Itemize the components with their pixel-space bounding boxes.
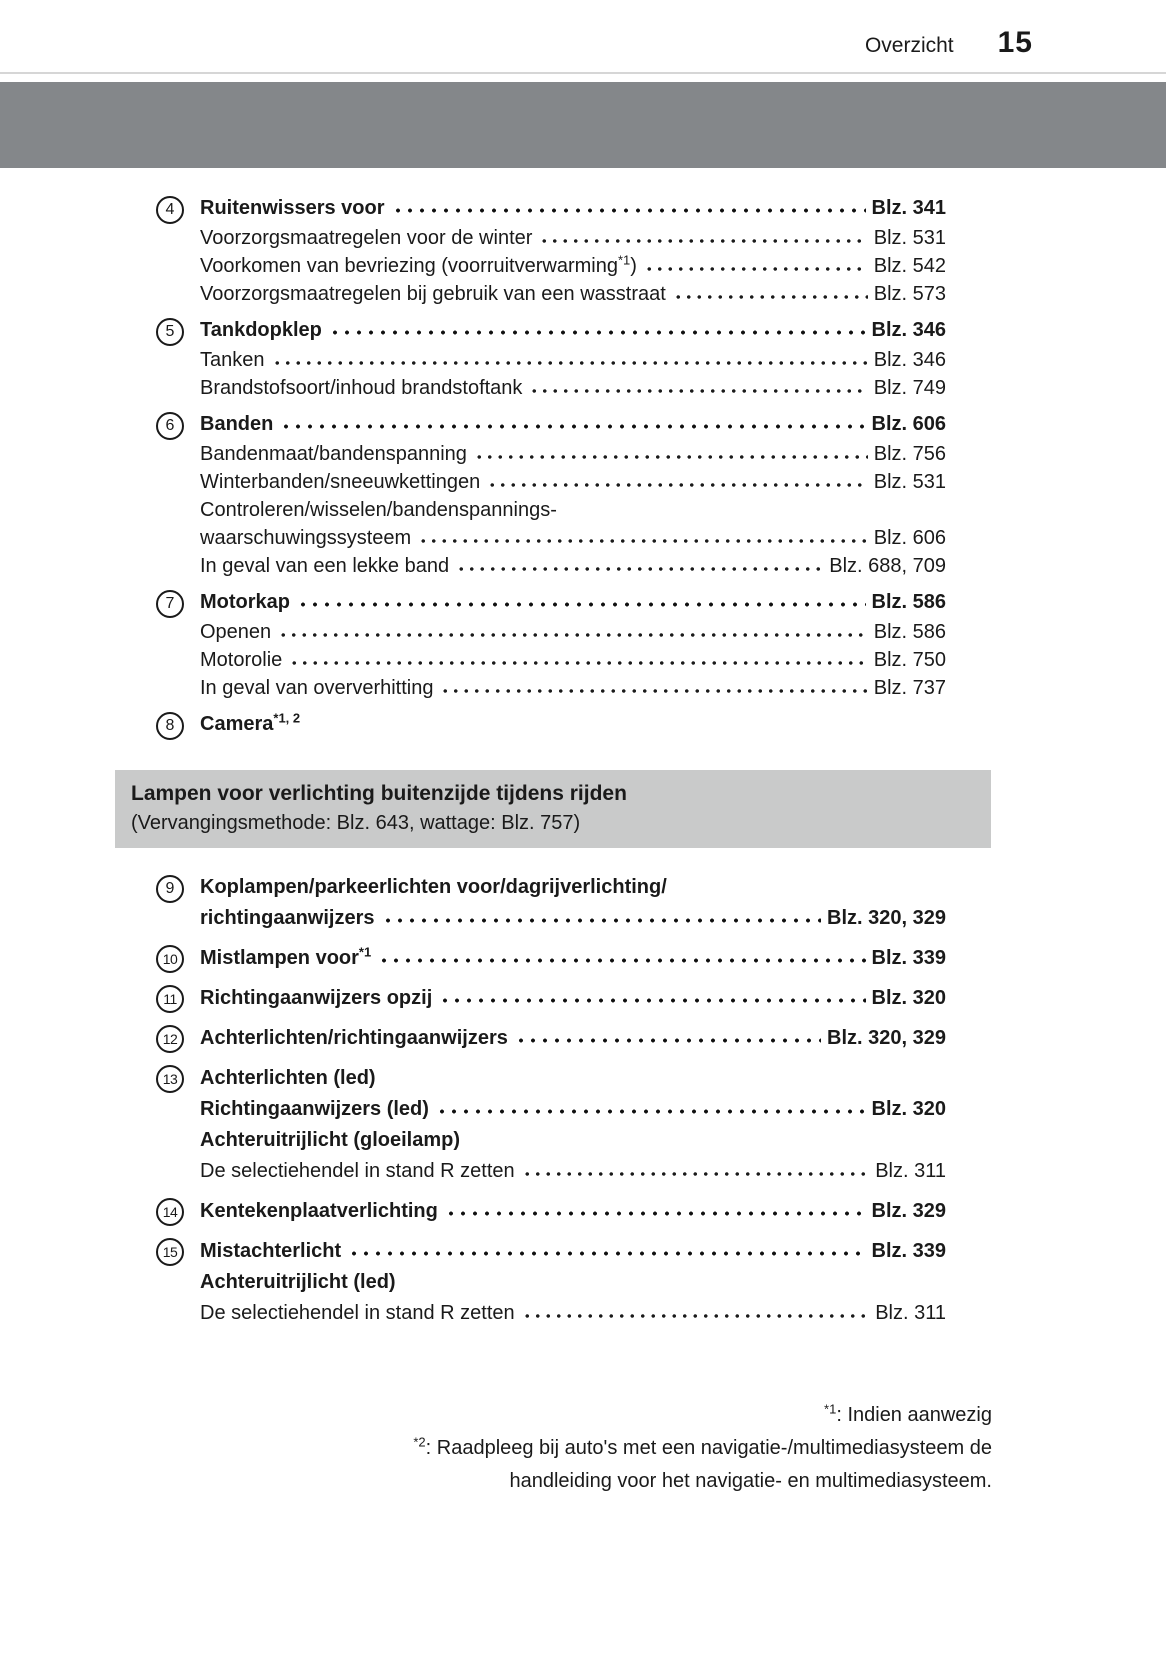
- page-reference: Blz. 311: [875, 1302, 946, 1324]
- entry-body: [200, 440, 946, 468]
- dot-leader: [280, 423, 865, 430]
- entry-body: [200, 374, 946, 402]
- dot-leader: [439, 997, 865, 1004]
- entry-body: [200, 346, 946, 374]
- circled-number: 5: [156, 318, 184, 346]
- item-number: [156, 710, 200, 740]
- dot-leader: [329, 329, 866, 336]
- entry-title: Tankdopklep: [200, 319, 322, 341]
- circled-number: 6: [156, 412, 184, 440]
- dot-leader: [348, 1250, 865, 1257]
- toc-row: [156, 524, 946, 552]
- entry-body: [200, 903, 946, 934]
- page-reference: Blz. 329: [871, 1200, 946, 1222]
- entry-title: Achteruitrijlicht (gloeilamp): [200, 1129, 461, 1151]
- section-header-box: [115, 770, 991, 848]
- toc-row: [156, 943, 946, 974]
- toc-row: [156, 194, 946, 224]
- item-number: [156, 1196, 200, 1227]
- entry-title: De selectiehendel in stand R zetten: [200, 1160, 515, 1182]
- item-number: [156, 943, 200, 974]
- item-number: [156, 588, 200, 618]
- footnote-marker: *1: [358, 944, 372, 960]
- toc-row: [156, 1267, 946, 1298]
- page-reference: Blz. 320: [871, 987, 946, 1009]
- entry-body: [200, 646, 946, 674]
- dot-leader: [297, 601, 866, 608]
- entry-title: waarschuwingssysteem: [200, 527, 412, 549]
- entry-body: [200, 524, 946, 552]
- dot-leader: [278, 632, 868, 638]
- toc-row: [156, 903, 946, 934]
- toc-list-top: [156, 194, 946, 740]
- entry-body: [200, 710, 946, 738]
- entry-title: richtingaanwijzers: [200, 907, 375, 929]
- entry-title: Openen: [200, 621, 272, 643]
- toc-row: [156, 674, 946, 702]
- entry-body: [200, 943, 946, 974]
- dot-leader: [522, 1171, 870, 1177]
- page-reference: Blz. 346: [873, 349, 946, 371]
- entry-body: [200, 872, 946, 903]
- entry-title: Ruitenwissers voor: [200, 197, 385, 219]
- circled-number: 8: [156, 712, 184, 740]
- entry-body: [200, 1196, 946, 1227]
- toc-row: [156, 1063, 946, 1094]
- header-page-number: 15: [997, 26, 1033, 59]
- circled-number: 10: [156, 945, 184, 973]
- entry-title: Camera$^{*1, 2}$: [200, 710, 301, 735]
- entry-body: [200, 1267, 946, 1298]
- dot-leader: [456, 566, 823, 572]
- dot-leader: [644, 266, 868, 272]
- toc-row: [156, 646, 946, 674]
- entry-title: Motorkap: [200, 591, 290, 613]
- entry-title: Winterbanden/sneeuwkettingen: [200, 471, 481, 493]
- item-number: [156, 410, 200, 440]
- toc-row: [156, 280, 946, 308]
- dot-leader: [382, 917, 822, 924]
- page-reference: Blz. 586: [873, 621, 946, 643]
- entry-title: Motorolie: [200, 649, 283, 671]
- toc-row: [156, 1023, 946, 1054]
- footnotes: [0, 1399, 998, 1498]
- toc-row: [156, 468, 946, 496]
- page-reference: Blz. 341: [871, 197, 946, 219]
- item-number: [156, 316, 200, 346]
- footnote-text: : Indien aanwezig: [836, 1404, 992, 1426]
- circled-number: 12: [156, 1025, 184, 1053]
- page-reference: Blz. 750: [873, 649, 946, 671]
- item-number: [156, 1023, 200, 1054]
- dot-leader: [474, 454, 868, 460]
- entry-title: Koplampen/parkeerlichten voor/dagrijverlichting/: [200, 876, 667, 898]
- entry-body: [200, 618, 946, 646]
- item-number: [156, 1063, 200, 1094]
- entry-title: Richtingaanwijzers opzij: [200, 987, 433, 1009]
- dot-leader: [515, 1037, 821, 1044]
- header-section-title: Overzicht: [864, 34, 954, 57]
- page-reference: Blz. 756: [873, 443, 946, 465]
- toc-row: [156, 252, 946, 280]
- entry-body: [200, 1023, 946, 1054]
- dot-leader: [392, 207, 866, 214]
- toc-row: [156, 983, 946, 1014]
- entry-body: [200, 468, 946, 496]
- toc-row: [156, 224, 946, 252]
- entry-title: Achterlichten/richtingaanwijzers: [200, 1027, 508, 1049]
- dot-leader: [522, 1313, 870, 1319]
- entry-body: [200, 224, 946, 252]
- page-reference: Blz. 346: [871, 319, 946, 341]
- page-reference: Blz. 531: [873, 471, 946, 493]
- entry-body: [200, 1236, 946, 1267]
- toc-row: [156, 1094, 946, 1125]
- chapter-banner: [0, 82, 1166, 168]
- toc-row: [156, 588, 946, 618]
- entry-title: In geval van een lekke band: [200, 555, 450, 577]
- dot-leader: [272, 360, 868, 366]
- page-reference: Blz. 320, 329: [827, 1027, 946, 1049]
- entry-title: Mistlampen voor$^{*1}$: [200, 944, 372, 969]
- entry-title: Voorkomen van bevriezing (voorruitverwarming$^{*1}$): [200, 252, 637, 277]
- footnote-text: : Raadpleeg bij auto's met een navigatie-/multimediasysteem de handleiding voor het navigatie- en multimediasysteem.: [425, 1437, 998, 1492]
- entry-title: In geval van oververhitting: [200, 677, 434, 699]
- entry-title: Banden: [200, 413, 274, 435]
- footnote-marker: *1: [824, 1401, 837, 1417]
- circled-number: 7: [156, 590, 184, 618]
- item-number: [156, 1236, 200, 1267]
- page-header: [0, 0, 1166, 72]
- footnote: [332, 1399, 992, 1432]
- entry-body: [200, 316, 946, 344]
- dot-leader: [418, 538, 868, 544]
- section-box-subtitle: (Vervangingsmethode: Blz. 643, wattage: Blz. 757): [131, 812, 581, 834]
- toc-row: [156, 1125, 946, 1156]
- entry-body: [200, 983, 946, 1014]
- entry-body: [200, 1063, 946, 1094]
- toc-row: [156, 1298, 946, 1329]
- dot-leader: [487, 482, 868, 488]
- entry-title: Kentekenplaatverlichting: [200, 1200, 438, 1222]
- dot-leader: [539, 238, 867, 244]
- dot-leader: [289, 660, 867, 666]
- toc-row: [156, 410, 946, 440]
- entry-title: Achteruitrijlicht (led): [200, 1271, 396, 1293]
- entry-body: [200, 588, 946, 616]
- entry-title: Controleren/wisselen/bandenspannings-: [200, 499, 557, 521]
- entry-body: [200, 1298, 946, 1329]
- dot-leader: [445, 1210, 866, 1217]
- entry-title: Brandstofsoort/inhoud brandstoftank: [200, 377, 523, 399]
- page-reference: Blz. 531: [873, 227, 946, 249]
- page-reference: Blz. 542: [873, 255, 946, 277]
- page-reference: Blz. 586: [871, 591, 946, 613]
- toc-row: [156, 496, 946, 524]
- page-reference: Blz. 606: [873, 527, 946, 549]
- toc-row: [156, 1156, 946, 1187]
- footnote-marker: *1, 2: [273, 710, 301, 726]
- entry-title: Richtingaanwijzers (led): [200, 1098, 429, 1120]
- section-box-title: Lampen voor verlichting buitenzijde tijdens rijden: [131, 782, 627, 805]
- toc-row: [156, 440, 946, 468]
- footnote: [332, 1432, 998, 1498]
- circled-number: 4: [156, 196, 184, 224]
- toc-row: [156, 1236, 946, 1267]
- circled-number: 9: [156, 875, 184, 903]
- entry-title: Bandenmaat/bandenspanning: [200, 443, 467, 465]
- entry-body: [200, 674, 946, 702]
- entry-title: Mistachterlicht: [200, 1240, 342, 1262]
- entry-title: Achterlichten (led): [200, 1067, 376, 1089]
- page-reference: Blz. 737: [873, 677, 946, 699]
- toc-row: [156, 316, 946, 346]
- dot-leader: [436, 1108, 866, 1115]
- entry-body: [200, 1094, 946, 1125]
- toc-row: [156, 872, 946, 903]
- entry-title: Voorzorgsmaatregelen bij gebruik van een wasstraat: [200, 283, 666, 305]
- entry-body: [200, 496, 946, 524]
- dot-leader: [440, 688, 867, 694]
- entry-body: [200, 280, 946, 308]
- toc-row: [156, 374, 946, 402]
- page-reference: Blz. 573: [873, 283, 946, 305]
- header-divider: [0, 72, 1166, 74]
- entry-body: [200, 194, 946, 222]
- circled-number: 15: [156, 1238, 184, 1266]
- toc-row: [156, 346, 946, 374]
- circled-number: 11: [156, 985, 184, 1013]
- entry-title: De selectiehendel in stand R zetten: [200, 1302, 515, 1324]
- dot-leader: [529, 388, 867, 394]
- item-number: [156, 983, 200, 1014]
- page-reference: Blz. 311: [875, 1160, 946, 1182]
- page-reference: Blz. 606: [871, 413, 946, 435]
- circled-number: 14: [156, 1198, 184, 1226]
- table-of-contents: [0, 194, 1166, 1329]
- item-number: [156, 872, 200, 903]
- dot-leader: [673, 294, 868, 300]
- entry-body: [200, 252, 946, 280]
- entry-body: [200, 1156, 946, 1187]
- toc-row: [156, 1196, 946, 1227]
- page-reference: Blz. 320, 329: [827, 907, 946, 929]
- footnote-marker: *1: [617, 252, 631, 268]
- page-reference: Blz. 320: [871, 1098, 946, 1120]
- page-reference: Blz. 688, 709: [829, 555, 946, 577]
- entry-title: Voorzorgsmaatregelen voor de winter: [200, 227, 533, 249]
- toc-row: [156, 710, 946, 740]
- footnote-marker: *2: [413, 1434, 426, 1450]
- entry-title: Tanken: [200, 349, 265, 371]
- circled-number: 13: [156, 1065, 184, 1093]
- dot-leader: [378, 957, 865, 964]
- page-reference: Blz. 339: [871, 1240, 946, 1262]
- entry-body: [200, 1125, 946, 1156]
- entry-body: [200, 410, 946, 438]
- page-reference: Blz. 749: [873, 377, 946, 399]
- entry-body: [200, 552, 946, 580]
- toc-row: [156, 552, 946, 580]
- toc-row: [156, 618, 946, 646]
- toc-list-bottom: [156, 872, 946, 1329]
- item-number: [156, 194, 200, 224]
- page-reference: Blz. 339: [871, 947, 946, 969]
